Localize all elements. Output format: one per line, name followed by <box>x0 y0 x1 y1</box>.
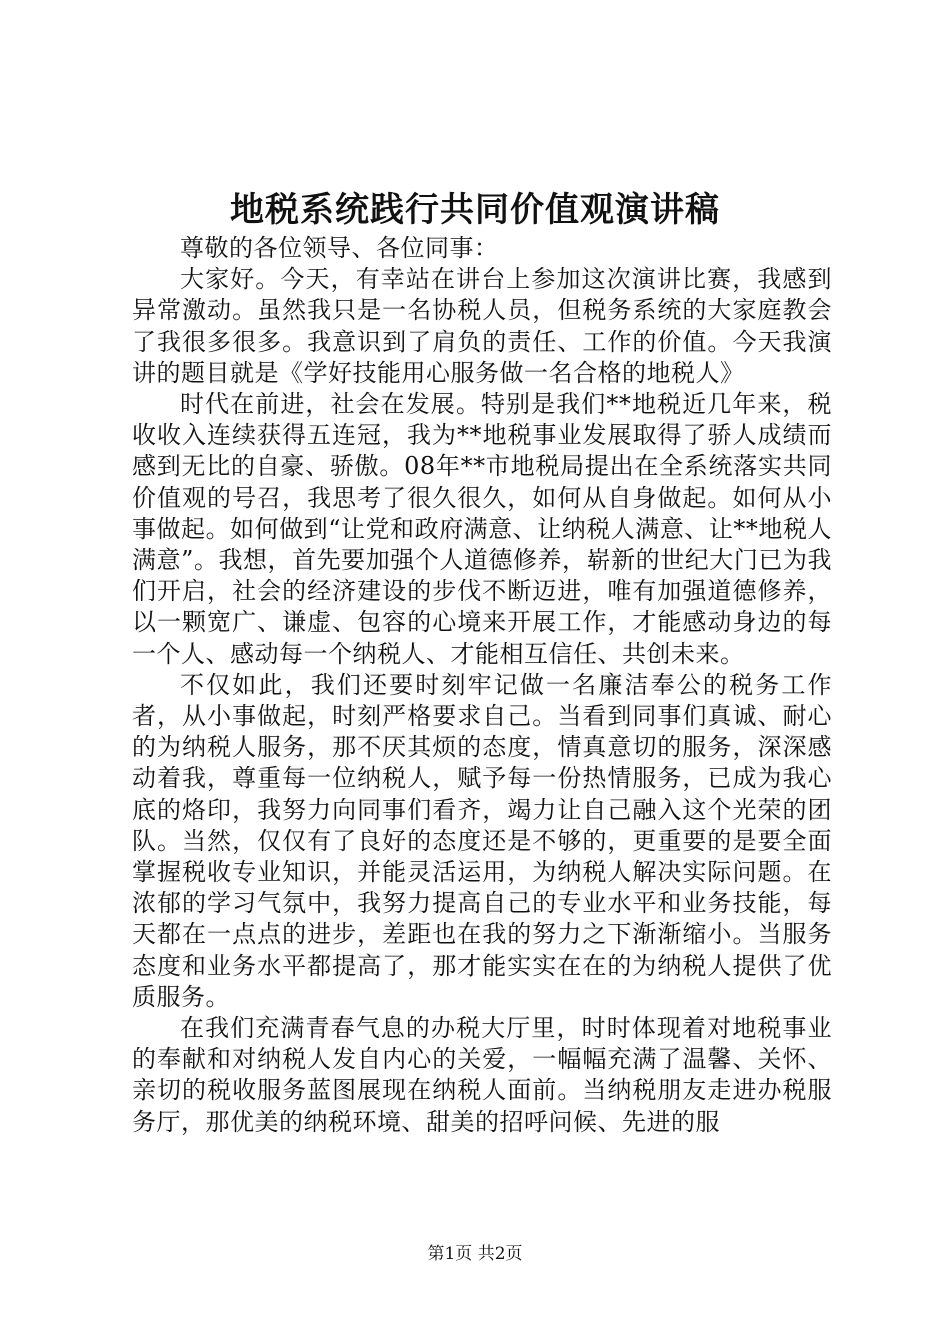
body-paragraph-1: 大家好。今天，有幸站在讲台上参加这次演讲比赛，我感到异常激动。虽然我只是一名协税人员，但税务系统的大家庭教会了我很多很多。我意识到了肩负的责任、工作的价值。今天我演讲的题目就是《学好技能用心服务做一名合格的地税人》 <box>132 265 832 387</box>
body-paragraph-3: 不仅如此，我们还要时刻牢记做一名廉洁奉公的税务工作者，从小事做起，时刻严格要求自己。当看到同事们真诚、耐心的为纳税人服务，那不厌其烦的态度，情真意切的服务，深深感动着我，尊重每一位纳税人，赋予每一份热情服务，已成为我心底的烙印，我努力向同事们看齐，竭力让自己融入这个光荣的团队。当然，仅仅有了良好的态度还是不够的，更重要的是要全面掌握税收专业知识，并能灵活运用，为纳税人解决实际问题。在浓郁的学习气氛中，我努力提高自己的专业水平和业务技能，每天都在一点点的进步，差距也在我的努力之下渐渐缩小。当服务态度和业务水平都提高了，那才能实实在在的为纳税人提供了优质服务。 <box>132 670 832 1011</box>
body-paragraph-4: 在我们充满青春气息的办税大厅里，时时体现着对地税事业的奉献和对纳税人发自内心的关爱，一幅幅充满了温馨、关怀、亲切的税收服务蓝图展现在纳税人面前。当纳税朋友走进办税服务厅，那优美的纳税环境、甜美的招呼问候、先进的服 <box>132 1014 832 1136</box>
page-number-footer: 第1页 共2页 <box>427 1244 523 1264</box>
salutation-paragraph: 尊敬的各位领导、各位同事： <box>180 234 499 262</box>
document-body <box>132 233 832 1138</box>
body-paragraph-2: 时代在前进，社会在发展。特别是我们**地税近几年来，税收收入连续获得五连冠，我为**地税事业发展取得了骄人成绩而感到无比的自豪、骄傲。08年**市地税局提出在全系统落实共同价值观的号召，我思考了很久很久，如何从自身做起。如何从小事做起。如何做到“让党和政府满意、让纳税人满意、让**地税人满意”。我想，首先要加强个人道德修养，崭新的世纪大门已为我们开启，社会的经济建设的步伐不断迈进，唯有加强道德修养，以一颗宽广、谦虚、包容的心境来开展工作，才能感动身边的每一个人、感动每一个纳税人、才能相互信任、共创未来。 <box>132 390 832 668</box>
document-title: 地税系统践行共同价值观演讲稿 <box>230 190 720 230</box>
